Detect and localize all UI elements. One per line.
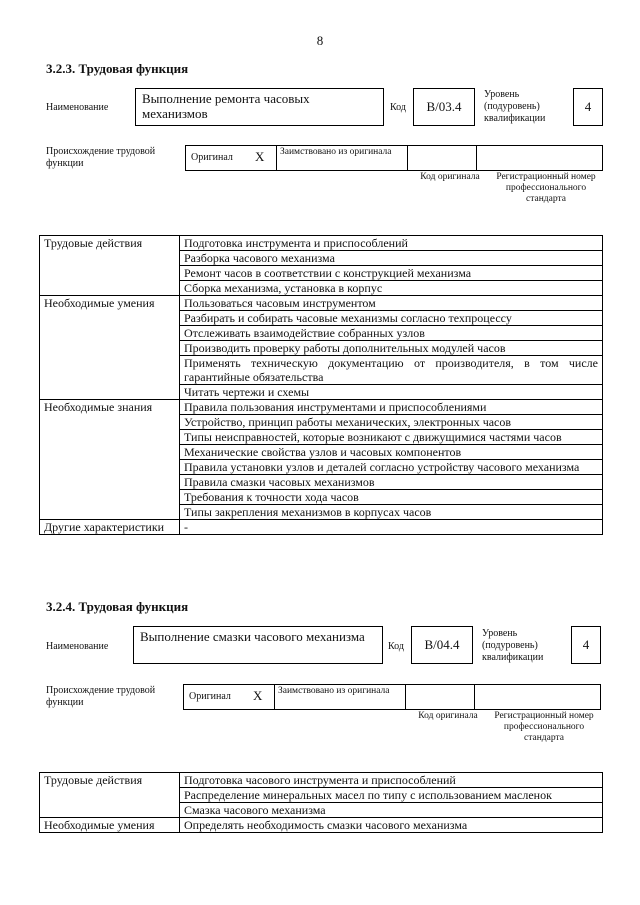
item-cell: Отслеживать взаимодействие собранных узлов [180, 326, 603, 341]
original-mark: X [255, 149, 265, 164]
item-cell: Типы неисправностей, которые возникают с движущимися частями часов [180, 430, 603, 445]
category-cell: Необходимые знания [40, 400, 180, 520]
function-name-box: Выполнение ремонта часовых механизмов [135, 88, 384, 126]
reg-number-label: Регистрационный номер профессионального стандарта [494, 711, 594, 743]
page-number: 8 [316, 33, 324, 48]
category-cell: Трудовые действия [40, 236, 180, 296]
origin-table [183, 684, 601, 710]
item-cell: Смазка часового механизма [180, 803, 603, 818]
reg-number-cell [477, 146, 603, 171]
code-original-cell [408, 146, 477, 171]
category-cell: Трудовые действия [40, 773, 180, 818]
item-cell: Подготовка часового инструмента и приспособлений [180, 773, 603, 788]
item-cell: Устройство, принцип работы механических, электронных часов [180, 415, 603, 430]
section-title: 3.2.4. Трудовая функция [46, 599, 189, 614]
item-cell: - [180, 520, 603, 535]
item-cell: Правила смазки часовых механизмов [180, 475, 603, 490]
category-cell: Необходимые умения [40, 296, 180, 400]
item-cell: Сборка механизма, установка в корпус [180, 281, 603, 296]
item-cell: Ремонт часов в соответствии с конструкцией механизма [180, 266, 603, 281]
item-cell: Разборка часового механизма [180, 251, 603, 266]
name-label: Наименование [46, 641, 109, 652]
table-row [40, 400, 603, 415]
table-row [40, 773, 603, 788]
category-cell: Другие характеристики [40, 520, 180, 535]
function-table [39, 772, 603, 833]
item-cell: Правила установки узлов и деталей согласно устройству часового механизма [180, 460, 603, 475]
item-cell: Правила пользования инструментами и приспособлениями [180, 400, 603, 415]
borrowed-label: Заимствовано из оригинала [280, 147, 392, 157]
code-original-label: Код оригинала [420, 172, 480, 182]
origin-label: Происхождение трудовой функции [46, 146, 156, 169]
original-label: Оригинал [189, 691, 231, 702]
item-cell: Типы закрепления механизмов в корпусах часов [180, 505, 603, 520]
item-cell: Требования к точности хода часов [180, 490, 603, 505]
name-label: Наименование [46, 102, 109, 113]
code-original-label: Код оригинала [418, 711, 478, 721]
code-original-cell [406, 685, 475, 710]
level-box: 4 [573, 88, 603, 126]
function-name-box: Выполнение смазки часового механизма [133, 626, 383, 664]
level-label: Уровень (подуровень) квалификации [482, 628, 544, 663]
item-cell: Производить проверку работы дополнительных модулей часов [180, 341, 603, 356]
code-box: В/03.4 [413, 88, 475, 126]
item-cell: Подготовка инструмента и приспособлений [180, 236, 603, 251]
code-label: Код [388, 641, 404, 652]
item-cell: Механические свойства узлов и часовых компонентов [180, 445, 603, 460]
level-box: 4 [571, 626, 601, 664]
original-mark: X [253, 688, 263, 703]
table-row [40, 236, 603, 251]
table-row [40, 520, 603, 535]
code-box: В/04.4 [411, 626, 473, 664]
item-cell: Распределение минеральных масел по типу с использованием масленок [180, 788, 603, 803]
item-cell: Определять необходимость смазки часового механизма [180, 818, 603, 833]
table-row [40, 296, 603, 311]
section-title: 3.2.3. Трудовая функция [46, 61, 189, 76]
borrowed-label: Заимствовано из оригинала [278, 686, 390, 696]
table-row [40, 818, 603, 833]
item-cell: Разбирать и собирать часовые механизмы согласно техпроцессу [180, 311, 603, 326]
function-table [39, 235, 603, 535]
category-cell: Необходимые умения [40, 818, 180, 833]
item-cell: Применять техническую документацию от производителя, в том числе гарантийные обязательства [180, 356, 603, 385]
item-cell: Читать чертежи и схемы [180, 385, 603, 400]
original-label: Оригинал [191, 152, 233, 163]
reg-number-label: Регистрационный номер профессионального стандарта [496, 172, 596, 204]
level-label: Уровень (подуровень) квалификации [484, 89, 546, 124]
origin-table [185, 145, 603, 171]
item-cell: Пользоваться часовым инструментом [180, 296, 603, 311]
reg-number-cell [475, 685, 601, 710]
code-label: Код [390, 102, 406, 113]
origin-label: Происхождение трудовой функции [46, 685, 156, 708]
